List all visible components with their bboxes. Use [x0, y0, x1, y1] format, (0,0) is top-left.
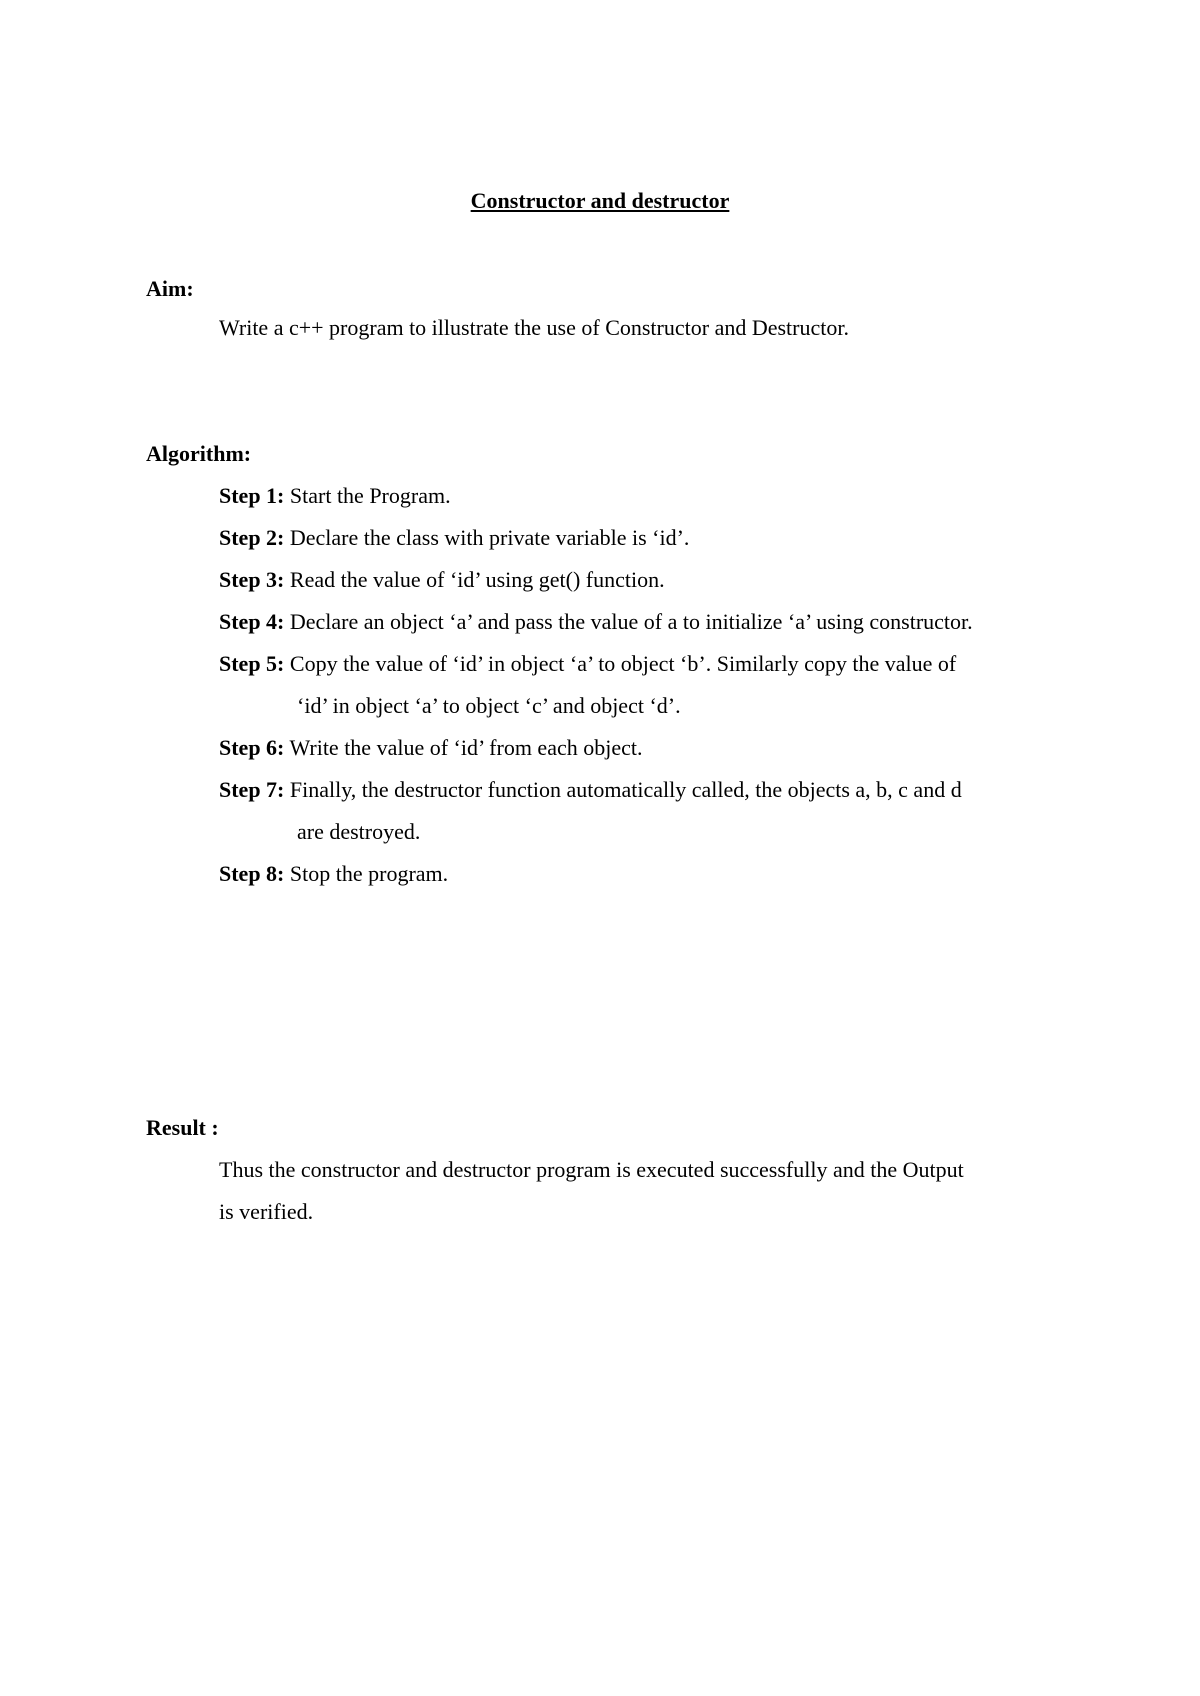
step-8 — [219, 853, 1079, 895]
step-3-label: Step 3: — [219, 567, 285, 592]
step-3-text: Read the value of ‘id’ using get() function. — [284, 567, 665, 592]
aim-heading: Aim: — [146, 276, 194, 301]
result-line-1: Thus the constructor and destructor program is executed successfully and the Output — [219, 1157, 964, 1182]
result-heading: Result : — [146, 1115, 219, 1140]
step-5 — [219, 643, 1079, 727]
step-7-continuation: are destroyed. — [297, 819, 421, 844]
step-2 — [219, 517, 1079, 559]
result-text — [219, 1149, 1059, 1233]
result-line-2: is verified. — [219, 1199, 314, 1224]
step-8-text: Stop the program. — [284, 861, 449, 886]
step-5-continuation: ‘id’ in object ‘a’ to object ‘c’ and object ‘d’. — [297, 693, 681, 718]
step-2-text: Declare the class with private variable is ‘id’. — [284, 525, 690, 550]
step-5-label: Step 5: — [219, 651, 285, 676]
step-3 — [219, 559, 1079, 601]
step-1 — [219, 475, 1079, 517]
step-1-label: Step 1: — [219, 483, 285, 508]
step-7-text: Finally, the destructor function automatically called, the objects a, b, c and d — [284, 777, 962, 802]
page-title-text: Constructor and destructor — [470, 188, 730, 213]
step-6-label: Step 6: — [219, 735, 285, 760]
step-5-text: Copy the value of ‘id’ in object ‘a’ to object ‘b’. Similarly copy the value of — [284, 651, 957, 676]
step-4-label: Step 4: — [219, 609, 285, 634]
algorithm-heading: Algorithm: — [146, 441, 252, 466]
step-8-label: Step 8: — [219, 861, 285, 886]
page-title — [0, 188, 1200, 214]
step-4-text: Declare an object ‘a’ and pass the value of a to initialize ‘a’ using constructor. — [284, 609, 973, 634]
step-6-text: Write the value of ‘id’ from each object. — [284, 735, 643, 760]
step-6 — [219, 727, 1079, 769]
step-7-label: Step 7: — [219, 777, 285, 802]
step-7 — [219, 769, 1079, 853]
step-4 — [219, 601, 1079, 643]
step-2-label: Step 2: — [219, 525, 285, 550]
step-1-text: Start the Program. — [284, 483, 451, 508]
aim-text: Write a c++ program to illustrate the use of Constructor and Destructor. — [219, 315, 849, 340]
